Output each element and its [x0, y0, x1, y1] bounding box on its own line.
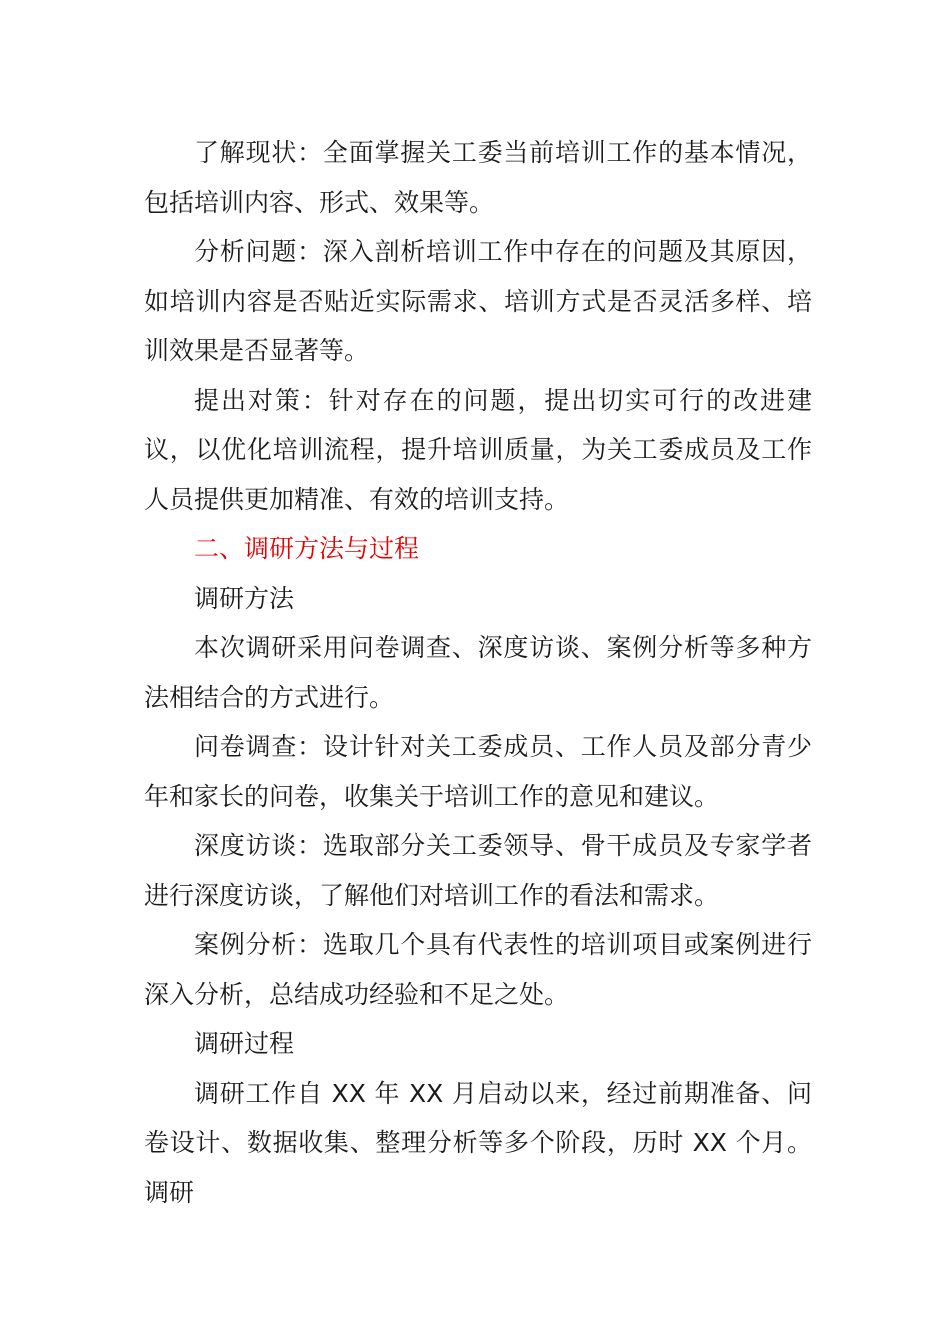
- paragraph-analyze-problems: 分析问题：深入剖析培训工作中存在的问题及其原因，如培训内容是否贴近实际需求、培训方式是否灵活多样、培训效果是否显著等。: [144, 237, 812, 365]
- paragraph-case-analysis: 案例分析：选取几个具有代表性的培训项目或案例进行深入分析，总结成功经验和不足之处。: [144, 930, 812, 1009]
- paragraph-method-overview: 本次调研采用问卷调查、深度访谈、案例分析等多种方法相结合的方式进行。: [144, 633, 812, 712]
- document-body: [144, 128, 812, 1217]
- subsection-heading-method: 调研方法: [194, 583, 295, 613]
- section-heading: 二、调研方法与过程: [194, 534, 420, 563]
- paragraph-propose-measures: 提出对策：针对存在的问题，提出切实可行的改进建议，以优化培训流程，提升培训质量，为关工委成员及工作人员提供更加精准、有效的培训支持。: [144, 385, 812, 514]
- paragraph-interview: 深度访谈：选取部分关工委领导、骨干成员及专家学者进行深度访谈，了解他们对培训工作的看法和需求。: [144, 831, 812, 910]
- paragraph-questionnaire: 问卷调查：设计针对关工委成员、工作人员及部分青少年和家长的问卷，收集关于培训工作的意见和建议。: [144, 732, 812, 811]
- paragraph-understand-status: 了解现状：全面掌握关工委当前培训工作的基本情况，包括培训内容、形式、效果等。: [144, 138, 812, 217]
- subsection-heading-process: 调研过程: [194, 1029, 295, 1058]
- paragraph-process: 调研工作自 XX 年 XX 月启动以来，经过前期准备、问卷设计、数据收集、整理分析等多个阶段，历时 XX 个月。调研: [144, 1078, 812, 1207]
